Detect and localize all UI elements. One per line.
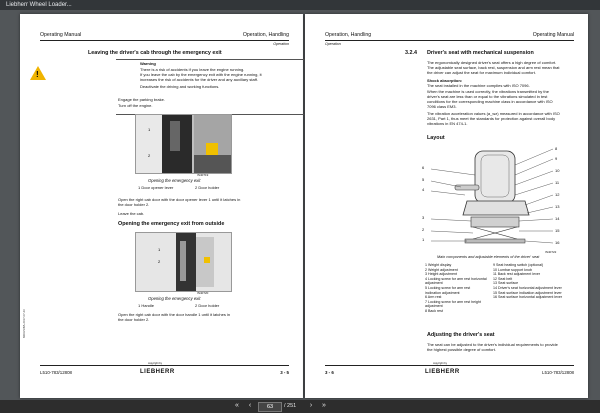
callout-11: 11: [555, 180, 560, 185]
page-total: / 251: [284, 403, 297, 409]
legend1-item-2: 2 Door holder: [195, 185, 220, 190]
figure-code: IN40722: [545, 250, 557, 254]
legend-item-15: 15 Seat surface indication adjustment lever: [493, 290, 562, 295]
legend-item-3: 3 Height adjustment: [425, 272, 457, 277]
legend-item-8: 8 Back rest: [425, 308, 443, 313]
right-copyright: copyright by: [433, 362, 447, 365]
callout-6: 6: [422, 165, 425, 170]
legend-item-1: 1 Weight display: [425, 263, 452, 267]
right-liebherr-logo: LIEBHERR: [425, 369, 460, 375]
callout-1: 1: [422, 237, 425, 242]
warning-line-3: increases the risk of accidents for the driver and any auxiliary staff.: [140, 77, 258, 82]
legend-item-16: 16 Seat surface horizontal adjustment lever: [493, 295, 563, 300]
prev-page-button[interactable]: ‹: [248, 402, 252, 409]
intro-line-3: the driver can adjust the seat for maximum individual comfort.: [427, 70, 536, 75]
legend-item-7: 7 Locking screw for arm rest height adjustment: [425, 299, 481, 309]
step-open-door-2: Open the right cab door with the door handle 1 until it latches in: [118, 312, 231, 317]
shock-line-8: vibrations in EN 474-1.: [427, 121, 468, 126]
shock-line-7: 2631, Part 1, thus meet the standards for protection against overall body: [427, 116, 556, 121]
left-header: [40, 28, 289, 41]
callout-13: 13: [555, 204, 560, 209]
step-open-door-2b: the door holder 2.: [118, 317, 150, 322]
left-footer: [40, 362, 289, 380]
window-titlebar: [0, 0, 600, 10]
legend-item-14: 14 Driver's seat horizontal adjustment lever: [493, 285, 562, 290]
shock-line-4: conditions for the corresponding machine class in accordance with ISO: [427, 99, 553, 104]
intro-line-1: The ergonomically designed driver's seat offers a high degree of comfort.: [427, 60, 557, 65]
shock-line-3: driver's seat are less than or equal to the vibrations simulated in test: [427, 94, 548, 99]
callout-16: 16: [555, 240, 560, 245]
left-side-text: MR/HS/BA-2017-07-26: [22, 309, 26, 338]
left-header-left: Operating Manual: [40, 32, 82, 38]
shock-line-6: The vibration acceleration values (a_wz) measured in accordance with ISO: [427, 111, 560, 116]
right-section-number: 3.2.4: [405, 50, 417, 56]
last-page-button[interactable]: »: [322, 402, 326, 409]
cab-exterior-photo: 1 2: [135, 232, 232, 292]
legend-item-6: 6 Arm rest: [425, 295, 442, 300]
callout-10: 10: [555, 168, 560, 173]
legend-item-13: 13 Seat surface: [493, 281, 519, 286]
legend-item-10: 10 Lumbar support knob: [493, 267, 532, 272]
callout-2: 2: [422, 227, 425, 232]
left-section-title: Leaving the driver's cab through the emergency exit: [88, 50, 222, 56]
legend2-item-2: 2 Door holder: [195, 303, 220, 308]
right-page-number: 3 - 6: [325, 370, 334, 375]
callout-3: 3: [422, 215, 425, 220]
left-page-number: 3 - 5: [280, 370, 289, 375]
legend-item-2: 2 Weight adjustment: [425, 267, 458, 272]
warning-line-4: Deactivate the driving and working functions.: [140, 84, 220, 89]
shock-title: Shock absorption:: [427, 78, 463, 83]
callout-9: 9: [555, 156, 558, 161]
left-section2-title: Opening the emergency exit from outside: [118, 221, 225, 227]
right-footer: [325, 362, 574, 380]
right-page: [305, 14, 588, 398]
warning-line-2: If you leave the cab by the emergency exit with the engine running, it: [140, 72, 262, 77]
first-page-button[interactable]: «: [235, 402, 239, 409]
left-header-sub: Operation: [273, 42, 289, 46]
step-open-door-1b: the door holder 2.: [118, 202, 150, 207]
legend-item-5: 5 Locking screw for arm rest inclination adjustment: [425, 285, 471, 295]
caption-2: Opening the emergency exit: [148, 296, 201, 301]
page-number-input[interactable]: 63: [258, 402, 282, 412]
legend1-item-1: 1 Door opener lever: [138, 185, 174, 190]
legend-item-9: 9 Seat heating switch (optional): [493, 263, 544, 267]
legend-item-4: 4 Locking screw for arm rest horizontal adjustment: [425, 276, 487, 286]
adjust-line-1: The seat can be adjusted to the driver's individual requirements to provide: [427, 342, 558, 347]
warning-line-1: There is a risk of accidents if you leave the engine running.: [140, 67, 245, 72]
layout-title: Layout: [427, 135, 445, 141]
left-liebherr-logo: LIEBHERR: [140, 369, 175, 375]
right-header-right: Operating Manual: [532, 32, 574, 38]
caption-1: Opening the emergency exit: [148, 178, 201, 183]
callout-4: 4: [422, 187, 425, 192]
photo1-code: IN40719: [197, 173, 209, 177]
next-page-button[interactable]: ›: [309, 402, 313, 409]
right-header: [325, 28, 574, 41]
callout-8: 8: [555, 146, 558, 151]
window-title: Liebherr Wheel Loader...: [6, 2, 72, 8]
right-footer-right: L510-783/12808: [542, 370, 574, 375]
adjust-line-2: the highest possible degree of comfort.: [427, 347, 496, 352]
legend-left-col: [425, 263, 487, 314]
left-page: [20, 14, 303, 398]
right-header-sub: Operation: [325, 42, 341, 46]
shock-line-1: The seat installed in the machine complies with ISO 7096.: [427, 83, 530, 88]
legend-item-12: 12 Seat belt: [493, 276, 513, 281]
left-copyright: copyright by: [148, 362, 162, 365]
figure-caption: Main components and adjustable elements of the driver' seat: [437, 255, 540, 259]
step-parking-brake: Engage the parking brake.: [118, 97, 165, 102]
exclamation-icon: !: [36, 70, 39, 79]
adjust-title: Adjusting the driver's seat: [427, 332, 495, 338]
step-leave-cab: Leave the cab.: [118, 211, 145, 216]
right-header-left: Operation, Handling: [325, 32, 372, 38]
legend-right-col: [493, 263, 573, 300]
seat-diagram: [431, 145, 561, 249]
page-navigation-toolbar: [0, 400, 600, 413]
shock-line-2: When the machine is used correctly, the vibrations transmitted by the: [427, 89, 549, 94]
warning-title: Warning: [140, 61, 156, 66]
photo2-code: IN40720: [197, 291, 209, 295]
callout-12: 12: [555, 192, 560, 197]
left-footer-left: L510-783/12808: [40, 370, 72, 375]
step-open-door-1: Open the right cab door with the door opener lever 1 until it latches in: [118, 197, 241, 202]
shock-line-5: 7096 class EM3.: [427, 104, 457, 109]
intro-line-2: The adjustable seat surface, back rest, suspension and arm rest mean that: [427, 65, 560, 70]
left-header-right: Operation, Handling: [242, 32, 289, 38]
right-section-title: Driver's seat with mechanical suspension: [427, 50, 534, 56]
cab-interior-photo: 1 2: [135, 114, 232, 174]
callout-14: 14: [555, 216, 560, 221]
legend2-item-1: 1 Handle: [138, 303, 155, 308]
callout-5: 5: [422, 177, 425, 182]
callout-15: 15: [555, 228, 560, 233]
legend-item-11: 11 Back rest adjustment lever: [493, 272, 541, 277]
step-engine-off: Turn off the engine.: [118, 103, 153, 108]
